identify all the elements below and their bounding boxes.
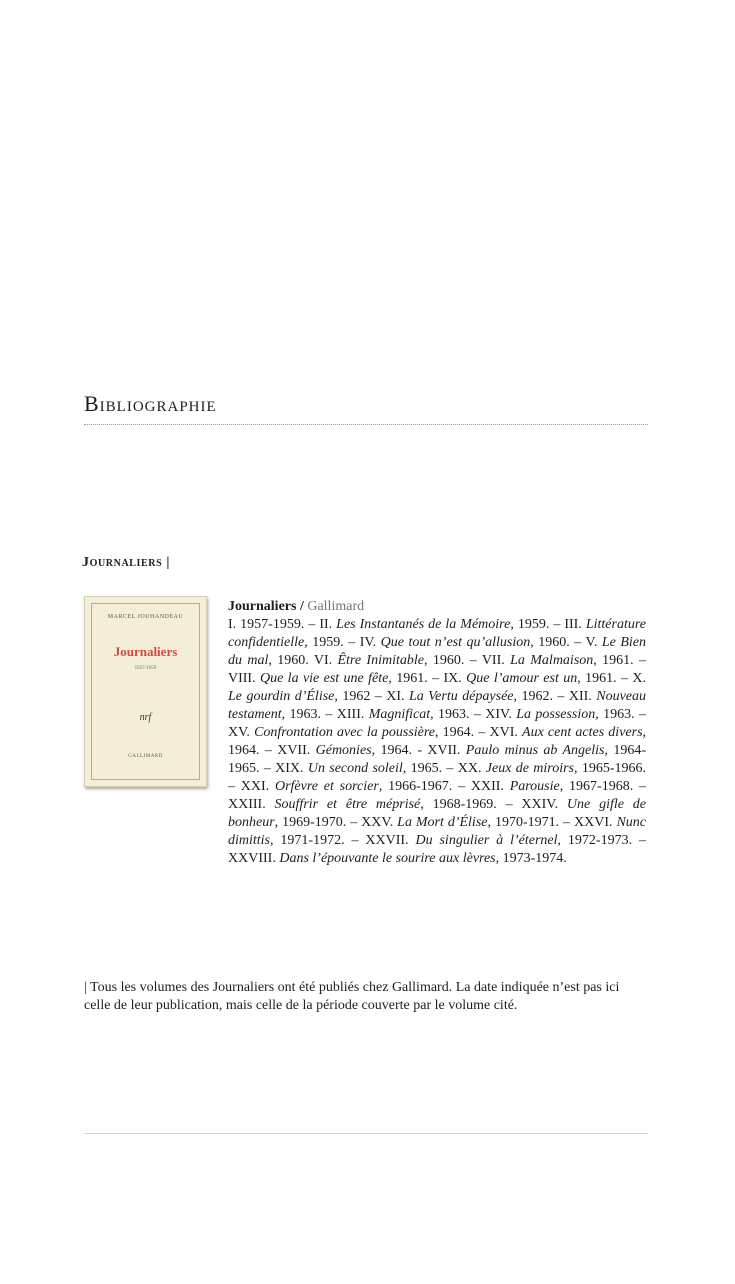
volume-title: La Malmaison <box>510 653 594 668</box>
volume-title: La possession <box>516 707 596 722</box>
volume-date: , 1961. – X. <box>577 671 646 686</box>
volume-title: Parousie <box>509 779 560 794</box>
volume-title: Magnificat <box>368 707 431 722</box>
entry-title: Journaliers <box>228 599 297 614</box>
volume-date: , 1969-1970. – XXV. <box>274 815 398 830</box>
volume-date: , 1962 – XI. <box>334 689 409 704</box>
volume-date: , 1970-1971. – XXVI. <box>487 815 617 830</box>
volume-date: , 1965. – XX. <box>402 761 486 776</box>
volume-title: Les Instantanés de la Mémoire <box>336 617 511 632</box>
cover-title: Journaliers <box>113 644 178 659</box>
volume-date: , 1960. – V. <box>530 635 602 650</box>
cover-years: 1957-1959 <box>134 666 157 671</box>
volume-title: Le Bien du mal <box>228 635 646 668</box>
volume-date: , 1968-1969. – XXIV. <box>420 797 567 812</box>
volume-title: Souffrir et être méprisé <box>274 797 421 812</box>
volume-date: , 1960. VI. <box>268 653 338 668</box>
volume-title: Une gifle de bonheur <box>228 797 646 830</box>
volume-title: Gémonies <box>315 743 372 758</box>
volume-date: , 1960. – VII. <box>423 653 511 668</box>
volume-date: , 1963. – XIV. <box>430 707 517 722</box>
volume-title: Que la vie est une fête <box>259 671 389 686</box>
volume-date: , 1972-1973. – XXVIII. <box>228 833 646 866</box>
footnote-marker[interactable]: | <box>166 555 171 570</box>
volume-list <box>228 617 646 866</box>
volume-date: , 1964. - XVII. <box>371 743 466 758</box>
cover-publisher: GALLIMARD <box>128 754 163 759</box>
volume-date: , 1959. – IV. <box>304 635 381 650</box>
volume-title: Aux cent actes divers <box>522 725 643 740</box>
volume-date: , 1963. – XIII. <box>281 707 369 722</box>
volume-date: , 1962. – XII. <box>513 689 597 704</box>
volume-title: Paulo minus ab Angelis <box>465 743 605 758</box>
volume-title: La Vertu dépaysée <box>408 689 514 704</box>
volume-date: , 1967-1968. – XXIII. <box>228 779 646 812</box>
volume-date: , 1971-1972. – XXVII. <box>270 833 416 848</box>
volume-date: , 1961. – VIII. <box>228 653 647 686</box>
entry-separator: / <box>299 599 304 614</box>
volume-prefix: I. 1957-1959. – II. <box>228 617 337 632</box>
volume-date: , 1964-1965. – XIX. <box>228 743 646 776</box>
volume-title: Un second soleil <box>307 761 403 776</box>
volume-title: Nunc dimittis <box>228 815 646 848</box>
cover-logo: nrf <box>139 712 152 723</box>
volume-title: Que l’amour est un <box>466 671 578 686</box>
page-title: Bibliographie <box>84 390 648 425</box>
volume-date: , 1964. – XVI. <box>435 725 523 740</box>
volume-title: Du singulier à l’éternel <box>415 833 558 848</box>
volume-date: , 1965-1966. – XXI. <box>228 761 646 794</box>
volume-title: Orfèvre et sorcier <box>274 779 379 794</box>
volume-title: Confrontation avec la poussière <box>254 725 436 740</box>
volume-title: Jeux de miroirs <box>485 761 574 776</box>
volume-title: Nouveau testament <box>228 689 646 722</box>
bibliography-entry <box>228 598 646 868</box>
section-title <box>82 553 170 573</box>
volume-title: Que tout n’est qu’allusion <box>380 635 531 650</box>
volume-date: , 1964. – XVII. <box>228 725 647 758</box>
volume-date: , 1961. – IX. <box>388 671 467 686</box>
volume-title: Le gourdin d’Élise <box>228 689 335 704</box>
book-cover-image <box>84 596 207 787</box>
volume-date: , 1973-1974. <box>495 851 567 866</box>
entry-publisher: Gallimard <box>307 599 365 614</box>
volume-date: , 1963. – XV. <box>228 707 647 740</box>
volume-title: Dans l’épouvante le sourire aux lèvres <box>279 851 496 866</box>
divider <box>84 1133 648 1134</box>
volume-title: Littérature confidentielle <box>228 617 646 650</box>
cover-author: MARCEL JOUHANDEAU <box>107 614 184 620</box>
section-title-text: Journaliers <box>82 555 163 570</box>
volume-title: Être Inimitable <box>337 653 424 668</box>
volume-title: La Mort d’Élise <box>397 815 488 830</box>
volume-date: , 1966-1967. – XXII. <box>378 779 510 794</box>
footnote: | Tous les volumes des Journaliers ont été publiés chez Gallimard. La date indiquée n’est pas ici celle de leur publication, mais celle de la période couverte par le volume cité. <box>84 980 620 1013</box>
cover-frame <box>91 603 200 780</box>
volume-date: , 1959. – III. <box>510 617 586 632</box>
